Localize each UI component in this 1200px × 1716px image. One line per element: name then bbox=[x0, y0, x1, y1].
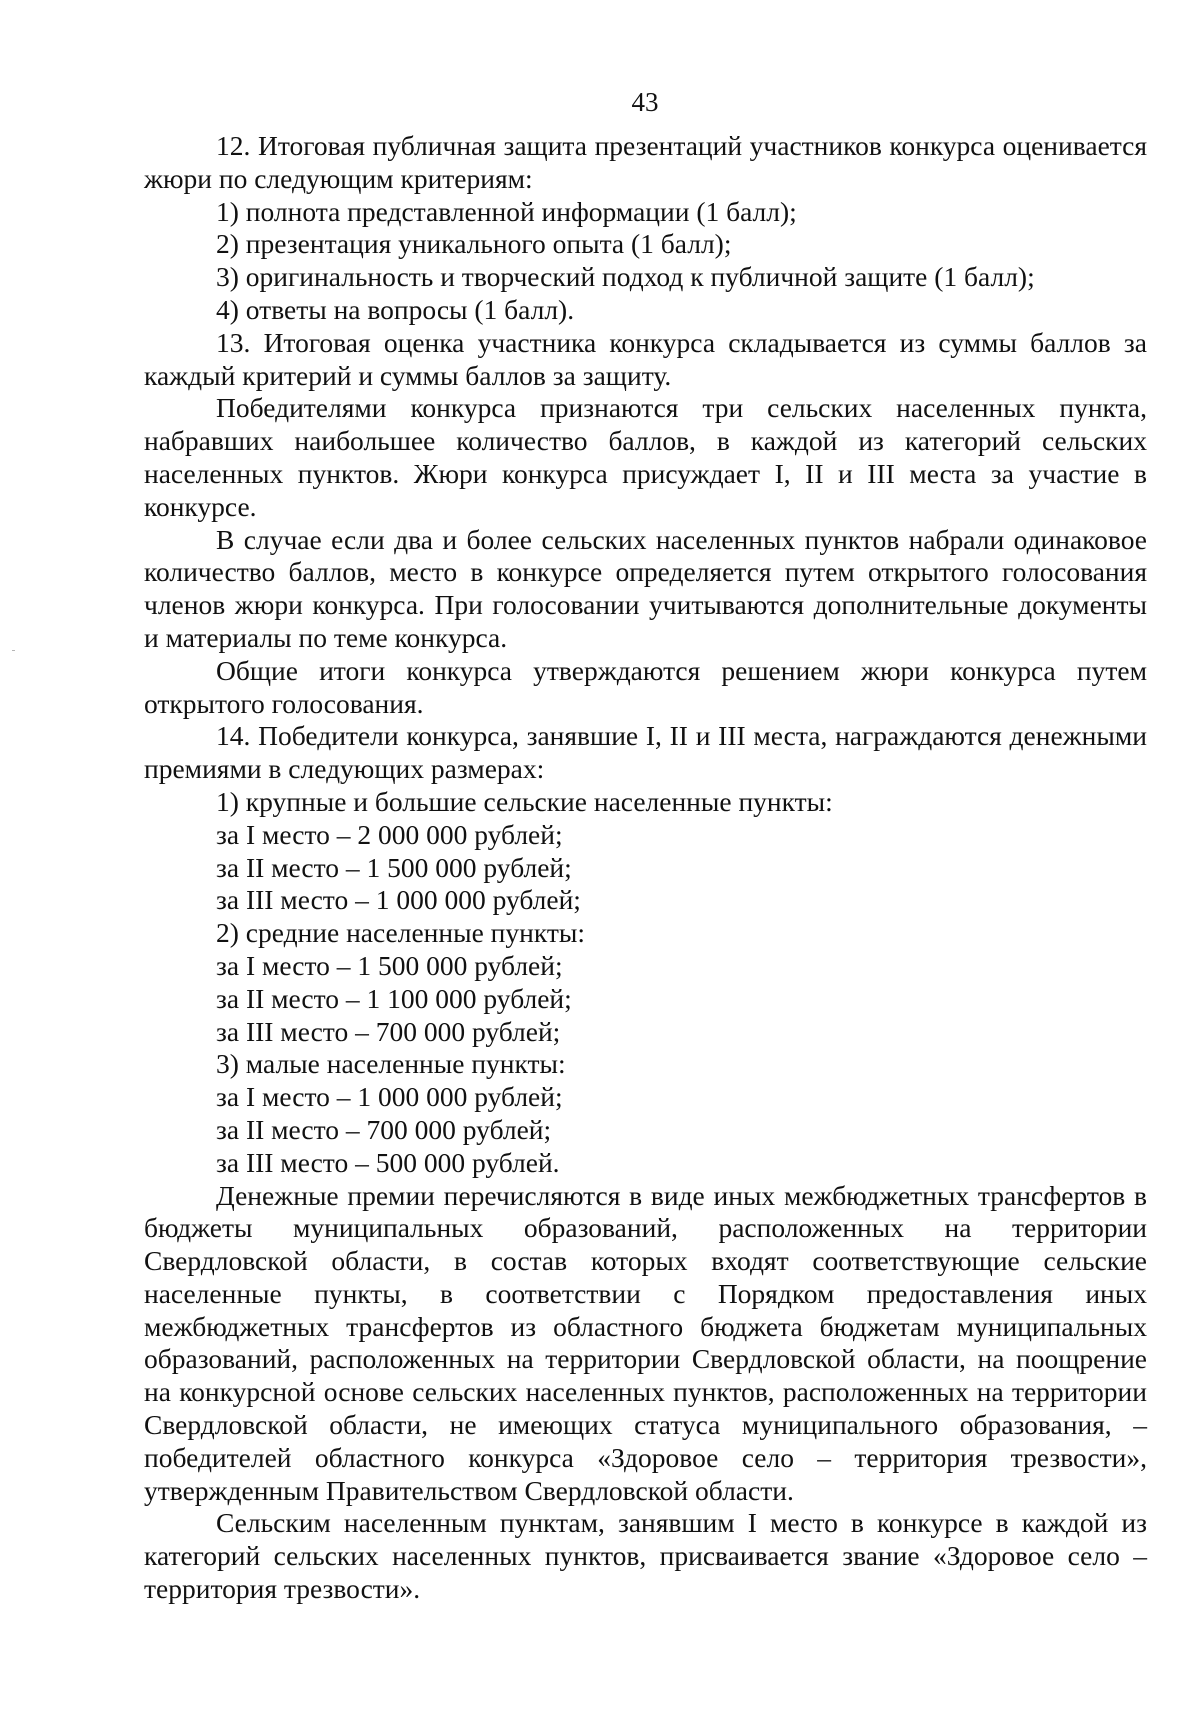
criterion-item: 3) оригинальность и творческий подход к публичной защите (1 балл); bbox=[216, 261, 1035, 293]
criterion-item: 4) ответы на вопросы (1 балл). bbox=[216, 293, 575, 325]
prize-line: за II место – 1 500 000 рублей; bbox=[216, 851, 572, 883]
paragraph-winners: Победителями конкурса признаются три сельских населенных пункта, набравших наибольшее количество баллов, в каждой из категорий сельских населенных пунктов. Жюри конкурса присуждает I, II и III места за участие в конкурсе. bbox=[144, 392, 1147, 522]
paragraph-14-intro: 14. Победители конкурса, занявшие I, II и III места, награждаются денежными премиями в следующих размерах: bbox=[144, 720, 1147, 785]
paragraph-title-award: Сельским населенным пунктам, занявшим I место в конкурсе в каждой из категорий сельских населенных пунктов, присваивается звание «Здоровое село – территория трезвости». bbox=[144, 1507, 1147, 1605]
category-title: 3) малые населенные пункты: bbox=[216, 1048, 566, 1080]
page-number: 43 bbox=[631, 87, 659, 117]
paragraph-13-total-score: 13. Итоговая оценка участника конкурса складывается из суммы баллов за каждый критерий и суммы баллов за защиту. bbox=[144, 326, 1147, 391]
paragraph-general-results: Общие итоги конкурса утверждаются решением жюри конкурса путем открытого голосования. bbox=[144, 654, 1147, 719]
document-body bbox=[144, 130, 1147, 1606]
prize-line: за III место – 1 000 000 рублей; bbox=[216, 884, 581, 916]
category-title: 1) крупные и большие сельские населенные пункты: bbox=[216, 785, 833, 817]
prize-line: за I место – 1 500 000 рублей; bbox=[216, 949, 563, 981]
prize-line: за III место – 500 000 рублей. bbox=[216, 1146, 560, 1178]
criterion-item: 2) презентация уникального опыта (1 балл); bbox=[216, 228, 732, 260]
criterion-item: 1) полнота представленной информации (1 балл); bbox=[216, 195, 797, 227]
paragraph-transfers: Денежные премии перечисляются в виде иных межбюджетных трансфертов в бюджеты муниципальных образований, расположенных на территории Свердловской области, в состав которых входят соответствующие сельские населенные пункты, в соответствии с Порядком предоставления иных межбюджетных трансфертов из областного бюджета бюджетам муниципальных образований, расположенных на территории Свердловской области, на поощрение на конкурсной основе сельских населенных пунктов, расположенных на территории Свердловской области, не имеющих статуса муниципального образования, – победителей областного конкурса «Здоровое село – территория трезвости», утвержденным Правительством Свердловской области. bbox=[144, 1179, 1147, 1506]
category-title: 2) средние населенные пункты: bbox=[216, 917, 585, 949]
paragraph-tie-break: В случае если два и более сельских населенных пунктов набрали одинаковое количество баллов, место в конкурсе определяется путем открытого голосования членов жюри конкурса. При голосовании учитываются дополнительные документы и материалы по теме конкурса. bbox=[144, 523, 1147, 653]
paragraph-12-intro: 12. Итоговая публичная защита презентаций участников конкурса оценивается жюри по следующим критериям: bbox=[144, 130, 1147, 194]
prize-line: за I место – 2 000 000 рублей; bbox=[216, 818, 563, 850]
prize-line: за II место – 1 100 000 рублей; bbox=[216, 982, 572, 1014]
scan-artifact-mark bbox=[12, 650, 15, 651]
prize-line: за I место – 1 000 000 рублей; bbox=[216, 1081, 563, 1113]
prize-line: за II место – 700 000 рублей; bbox=[216, 1113, 552, 1145]
prize-line: за III место – 700 000 рублей; bbox=[216, 1015, 561, 1047]
